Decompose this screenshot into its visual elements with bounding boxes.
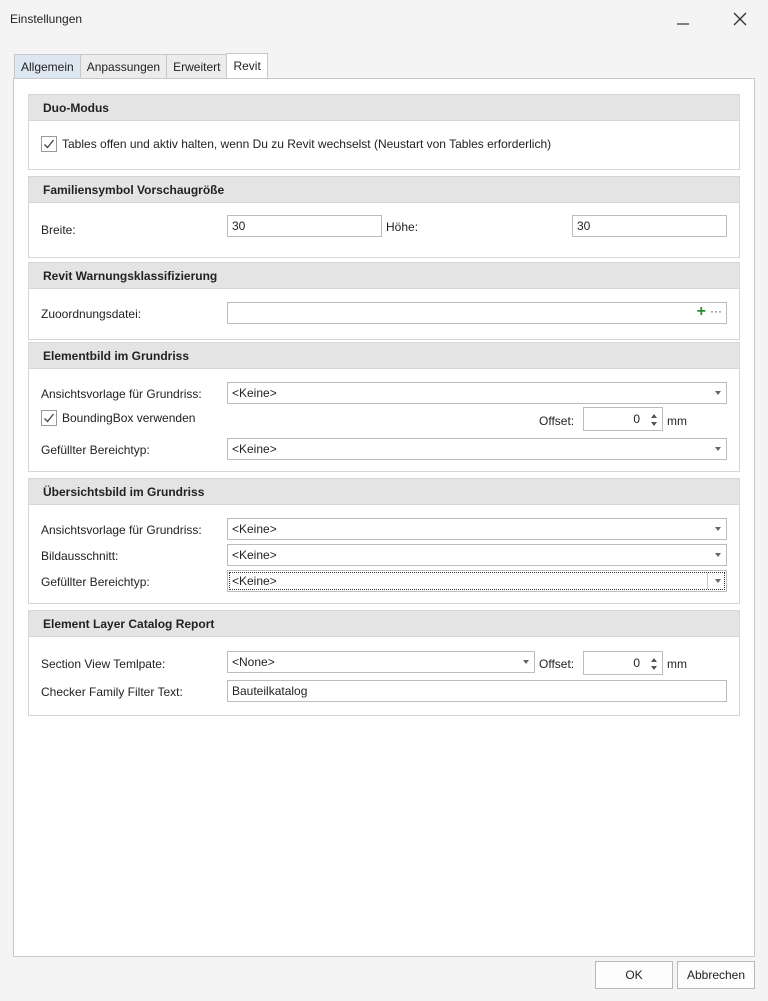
group-warnings [28,262,740,340]
spin-up-icon[interactable] [651,658,657,662]
view-template-select[interactable] [227,382,727,404]
close-icon [733,12,747,26]
spin-up-icon[interactable] [651,414,657,418]
fill-type-value: <Keine> [232,442,277,456]
group-overview-image [28,478,740,604]
width-input[interactable]: 30 [227,215,382,237]
browse-ellipsis-icon[interactable]: ··· [710,304,722,318]
overview-template-select[interactable] [227,518,727,540]
width-label: Breite: [41,223,76,237]
crop-label: Bildausschnitt: [41,549,119,563]
close-button[interactable] [725,6,755,32]
catalog-offset-label: Offset: [539,657,575,671]
overview-template-label: Ansichtsvorlage für Grundriss: [41,523,202,537]
duo-mode-label: Tables offen und aktiv halten, wenn Du zu Revit wechselst (Neustart von Tables erforderlich) [62,137,552,151]
mapping-file-label: Zuoordnungsdatei: [41,307,142,321]
tab-allgemein[interactable]: Allgemein [14,54,81,78]
crop-value: <Keine> [232,548,277,562]
group-header: Übersichtsbild im Grundriss [29,479,739,505]
group-header: Duo-Modus [29,95,739,121]
catalog-offset-unit: mm [667,657,687,671]
window-title: Einstellungen [10,12,83,26]
group-element-image [28,342,740,472]
group-header: Revit Warnungsklassifizierung [29,263,739,289]
section-template-value: <None> [232,655,275,669]
catalog-offset-spinner[interactable] [583,651,663,675]
filter-text-label: Checker Family Filter Text: [41,685,183,699]
minimize-button[interactable] [668,6,698,32]
mapping-file-input[interactable] [227,302,727,324]
chevron-down-icon [523,660,529,664]
view-template-value: <Keine> [232,386,277,400]
section-template-label: Section View Temlpate: [41,657,166,671]
overview-fill-select[interactable] [227,570,727,592]
overview-template-value: <Keine> [232,522,277,536]
chevron-down-icon [715,553,721,557]
group-header: Familiensymbol Vorschaugröße [29,177,739,203]
view-template-label: Ansichtsvorlage für Grundriss: [41,387,202,401]
checkmark-icon [43,138,55,150]
section-template-select[interactable] [227,651,535,673]
fill-type-label: Gefüllter Bereichtyp: [41,443,150,457]
group-header: Elementbild im Grundriss [29,343,739,369]
add-icon[interactable]: + [696,303,706,320]
tab-anpassungen[interactable]: Anpassungen [80,54,167,78]
offset-spinner[interactable] [583,407,663,431]
chevron-down-icon [715,391,721,395]
minimize-icon [676,12,690,26]
fill-type-select[interactable] [227,438,727,460]
boundingbox-label: BoundingBox verwenden [62,411,196,425]
offset-unit: mm [667,414,687,428]
tab-strip [14,54,267,78]
group-header: Element Layer Catalog Report [29,611,739,637]
overview-fill-value: <Keine> [232,574,277,588]
group-catalog-report [28,610,740,716]
group-preview-size [28,176,740,258]
crop-select[interactable] [227,544,727,566]
combo-separator [707,573,708,589]
filter-text-input[interactable]: Bauteilkatalog [227,680,727,702]
chevron-down-icon [715,579,721,583]
spin-down-icon[interactable] [651,422,657,426]
height-input[interactable]: 30 [572,215,727,237]
chevron-down-icon [715,447,721,451]
group-duo-mode [28,94,740,170]
cancel-button[interactable]: Abbrechen [677,961,755,989]
checkmark-icon [43,412,55,424]
offset-value: 0 [633,412,640,426]
spin-down-icon[interactable] [651,666,657,670]
overview-fill-label: Gefüllter Bereichtyp: [41,575,150,589]
tab-revit[interactable]: Revit [226,53,267,78]
duo-mode-checkbox[interactable] [41,136,57,152]
boundingbox-checkbox[interactable] [41,410,57,426]
tab-erweitert[interactable]: Erweitert [166,54,227,78]
offset-label: Offset: [539,414,575,428]
ok-button[interactable]: OK [595,961,673,989]
catalog-offset-value: 0 [633,656,640,670]
chevron-down-icon [715,527,721,531]
height-label: Höhe: [386,220,419,234]
